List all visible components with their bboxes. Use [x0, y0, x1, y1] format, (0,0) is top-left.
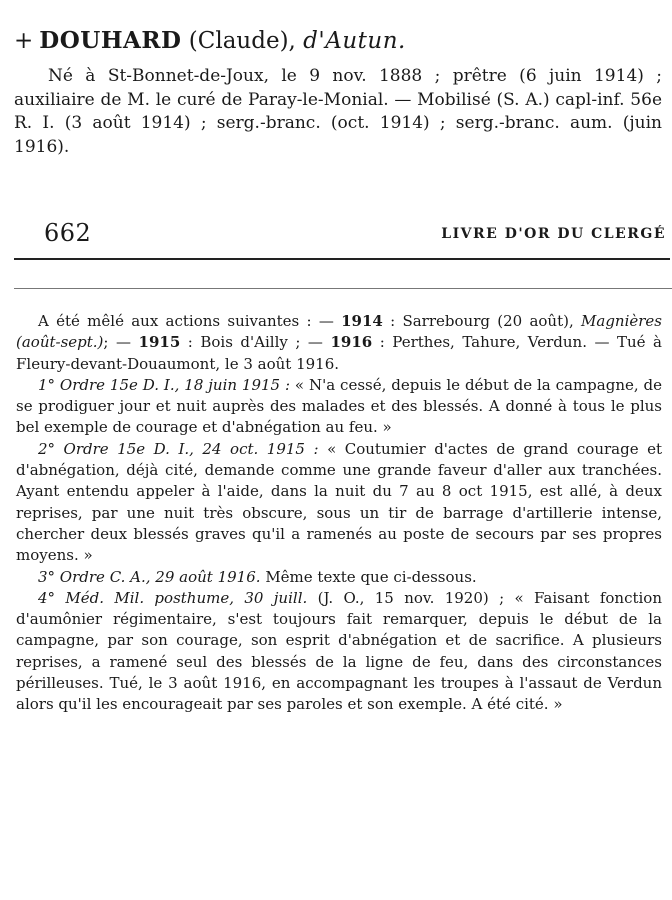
entry-surname: DOUHARD: [39, 27, 182, 54]
citation-heading: 1° Ordre 15e D. I., 18 juin 1915 :: [38, 375, 291, 394]
entry-heading: [14, 26, 664, 56]
entry-biography: Né à St-Bonnet-de-Joux, le 9 nov. 1888 ; prêtre (6 juin 1914) ; auxiliaire de M. le curé de Paray-le-Monial. — Mobilisé (S. A.) capl-inf. 56e R. I. (3 août 1914) ; serg.-branc. (oct. 1914) ; serg.-branc. aum. (juin 1916).: [14, 66, 662, 157]
actions-paragraph: A été mêlé aux actions suivantes : — 1914 : Sarrebourg (20 août), Magnières (août-sept.); — 1915 : Bois d'Ailly ; — 1916 : Perthes, Tahure, Verdun. — Tué à Fleury-devant-Douaumont, le 3 août 1916.: [16, 312, 662, 373]
running-head: [14, 218, 666, 248]
citation-text: « N'a cessé, depuis le début de la campagne, de se prodiguer jour et nuit auprès des malades et des blessés. A donné à tous le plus bel exemple de courage et d'abnégation au feu. »: [16, 375, 662, 437]
citation-paragraph: [16, 439, 662, 567]
citation-paragraph: [16, 588, 662, 716]
citation-paragraph: [16, 375, 662, 439]
entry-origin: d'Autun.: [303, 28, 406, 54]
citation-heading: 2° Ordre 15e D. I., 24 oct. 1915 :: [38, 439, 319, 458]
section-divider: [14, 288, 672, 289]
citation-text: « Coutumier d'actes de grand courage et d'abnégation, déjà cité, demande comme une grande faveur d'aller aux tranchées. Ayant entendu appeler à l'aide, dans la nuit du 7 au 8 oct 1915, est allé, à deux reprises, par une nuit très obscure, sous un tir de barrage d'artillerie intense, chercher deux blessés graves qu'il a ramenés au poste de secours par ses propres moyens. »: [16, 439, 662, 565]
body-text: [16, 311, 662, 716]
citation-heading: 3° Ordre C. A., 29 août 1916.: [38, 567, 261, 586]
page-number: 662: [44, 219, 92, 247]
header-rule: [14, 258, 670, 260]
citation-heading: 4° Méd. Mil. posthume, 30 juill.: [38, 588, 308, 607]
running-title: LIVRE D'OR DU CLERGÉ: [441, 226, 666, 242]
entry-given-name: (Claude),: [188, 28, 296, 54]
cross-symbol: +: [14, 28, 34, 54]
entry-biography-block: [14, 65, 662, 159]
citation-paragraph: [16, 567, 662, 588]
citation-text: Même texte que ci-dessous.: [260, 567, 477, 586]
citation-text: (J. O., 15 nov. 1920) ; « Faisant fonction d'aumônier régimentaire, s'est toujours fait remarquer, depuis le début de la campagne, par son courage, son esprit d'abnégation et de sacrifice. A plusieurs reprises, a ramené seul des blessés de la ligne de feu, dans des circonstances périlleuses. Tué, le 3 août 1916, en accompagnant les troupes à l'assaut de Verdun alors qu'il les encourageait par ses paroles et son exemple. A été cité. »: [16, 588, 663, 714]
